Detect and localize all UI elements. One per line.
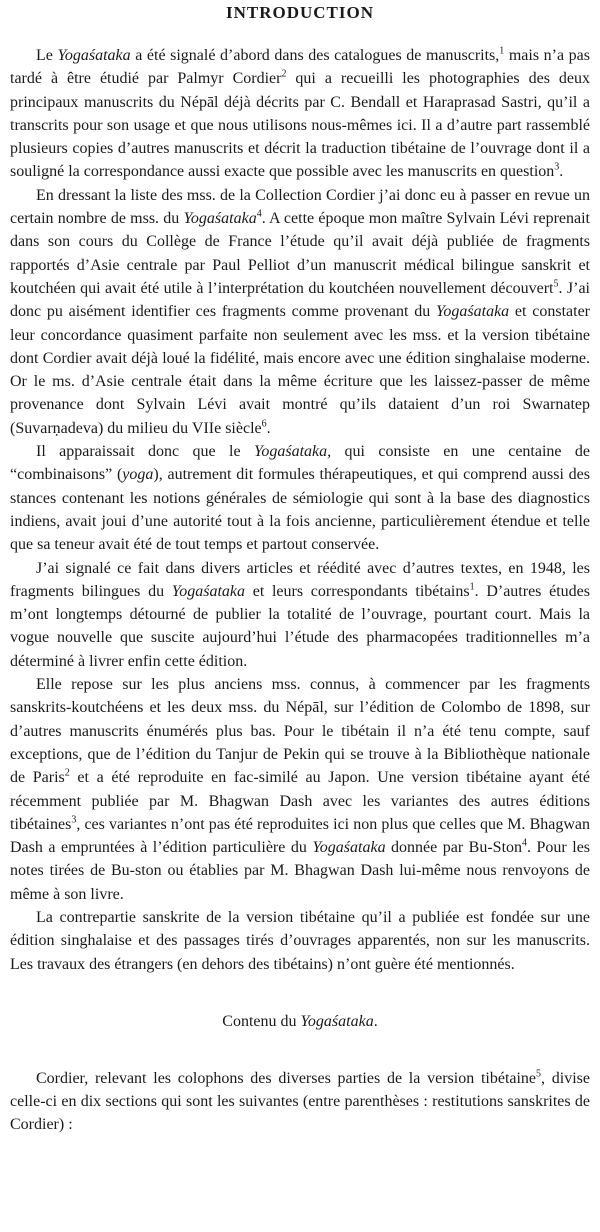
text-run: Cordier, relevant les colophons des diverses parties de la version tibétaine [36, 1069, 537, 1087]
closing-paragraph [10, 1067, 590, 1137]
italic-text: Yogaśataka [300, 1012, 374, 1030]
italic-text: yoga [122, 466, 154, 484]
text-run: Contenu du [222, 1012, 301, 1030]
paragraph [10, 557, 590, 673]
text-run: . [373, 1012, 378, 1030]
text-run: J’ai signalé ce fait dans divers articles et réédité avec d’autres textes, en 1948, les fragments bilingues du [10, 559, 590, 600]
text-run: Le [36, 47, 58, 64]
footnote-ref: 6 [261, 418, 267, 430]
text-run: ), autrement dit formules thérapeutiques, et qui comprend aussi des stances contenant les notions générales de sémiologie qui sont à la base des diagnostics indiens, avait joui d’une autorité tout à la fois ancienne, particulièrement étendue et telle que sa teneur avait été de tout temps et partout conservée. [10, 466, 590, 554]
footnote-ref: 5 [536, 1068, 542, 1080]
section-heading [10, 1010, 590, 1033]
text-run: . A cette époque mon maître Sylvain Lévi reprenait dans son cours du Collège de France l’étude qu’il avait déjà publiée de fragments rapportés d’Asie centrale par Paul Pelliot d’un manuscrit médical bilingue sanskrit et koutchéen qui avait été utile à l’interprétation du koutchéen nouvellement découvert [10, 210, 591, 297]
text-run: et leurs correspondants tibétains [245, 582, 470, 600]
italic-text: Yogaśataka [57, 47, 131, 64]
text-run: Il apparaissait donc que le [36, 443, 254, 461]
text-run: , divise celle-ci en dix sections qui sont les suivantes (entre parenthèses : restitutions sanskrites de Cordier) : [10, 1069, 591, 1134]
text-run: . D’autres études m’ont longtemps détourné de publier la totalité de l’ouvrage, pourtant court. Mais la vogue nouvelle que suscite aujourd’hui l’étude des pharmacopées traditionnelles m’a déterminé à livrer enfin cette édition. [10, 582, 590, 670]
footnote-ref: 2 [64, 767, 70, 779]
text-run: donnée par Bu-Ston [385, 839, 523, 857]
text-run: En dressant la liste des mss. de la Collection Cordier j’ai donc eu à passer en revue un certain nombre de mss. du [10, 186, 590, 228]
italic-text: Yogaśataka, [253, 443, 332, 461]
text-run: et a été reproduite en fac-similé au Japon. Une version tibétaine ayant été récemment publiée par M. Bhagwan Dash avec les variantes des autres éditions tibétaines [10, 769, 590, 833]
text-run: a été signalé d’abord dans des catalogues de manuscrits, [130, 47, 500, 64]
text-run: . Pour les notes tirées de Bu-ston ou établies par M. Bhagwan Dash lui-même nous renvoyons de même à son livre. [10, 839, 591, 903]
body-text [10, 44, 590, 976]
text-run: La contrepartie sanskrite de la version tibétaine qu’il a publiée est fondée sur une édition singhalaise et des passages tirés d’ouvrages apparentés, non sur les manuscrits. Les travaux des étrangers (en dehors des tibétains) n’ont guère été mentionnés. [10, 908, 590, 973]
italic-text: Yogaśataka [435, 303, 510, 321]
text-run: qui consiste en une centaine de “combinaisons” ( [10, 443, 591, 484]
footnote-ref: 5 [553, 278, 559, 290]
text-run: , ces variantes n’ont pas été reproduites ici non plus que celles que M. Bhagwan Dash a empruntées à l’édition particulière du [10, 815, 590, 857]
text-run: . [266, 419, 271, 437]
paragraph [10, 184, 590, 440]
footnote-ref: 3 [71, 814, 77, 826]
paragraph [10, 906, 590, 976]
text-run: et constater leur concordance quasiment parfaite non seulement avec les mss. et la version tibétaine dont Cordier avait déjà loué la fidélité, mais encore avec une édition singhalaise moderne. Or le ms. d’Asie centrale était dans la même écriture que les laissez-passer de même provenance dont Sylvain Lévi avait montré qu’ils dataient d’un roi Swarnatep (Suvarṇadeva) du milieu du VIIe siècle [10, 303, 590, 437]
footnote-ref: 4 [256, 208, 262, 220]
italic-text: Yogaśataka [183, 210, 257, 228]
footnote-ref: 1 [469, 581, 475, 593]
footnote-ref: 2 [281, 68, 287, 80]
footnote-ref: 3 [554, 162, 560, 174]
paragraph [10, 440, 590, 556]
paragraph [10, 44, 590, 184]
paragraph [10, 673, 590, 906]
text-run: mais n’a pas tardé à être étudié par Palmyr Cordier [10, 47, 590, 88]
text-run: . J’ai donc pu aisément identifier ces fragments comme provenant du [10, 279, 590, 321]
footnote-ref: 1 [499, 45, 505, 57]
italic-text: Yogaśataka [312, 839, 386, 857]
text-run: qui a recueilli les photographies des deux principaux manuscrits du Népāl déjà décrits par C. Bendall et Haraprasad Sastri, qu’il a transcrits pour son usage et que nous utilisons nous-mêmes ici. Il a d’autre part rassemblé plusieurs copies d’autres manuscrits et décrit la traduction tibétaine de l’ouvrage dont il a souligné la correspondance aussi exacte que possible avec les manuscrits en question [10, 70, 591, 181]
text-run: Elle repose sur les plus anciens mss. connus, à commencer par les fragments sanskrits-koutchéens et les deux mss. du Népāl, sur l’édition de Colombo de 1898, sur d’autres manuscrits énumérés plus bas. Pour le tibétain il n’a été tenu compte, sauf exceptions, que de l’édition du Tanjur de Pekin qui se trouve à la Bibliothèque nationale de Paris [10, 676, 590, 787]
text-run: . [559, 163, 564, 181]
page-title: INTRODUCTION [225, 3, 375, 22]
italic-text: Yogaśataka [171, 582, 245, 600]
footnote-ref: 4 [522, 837, 528, 849]
